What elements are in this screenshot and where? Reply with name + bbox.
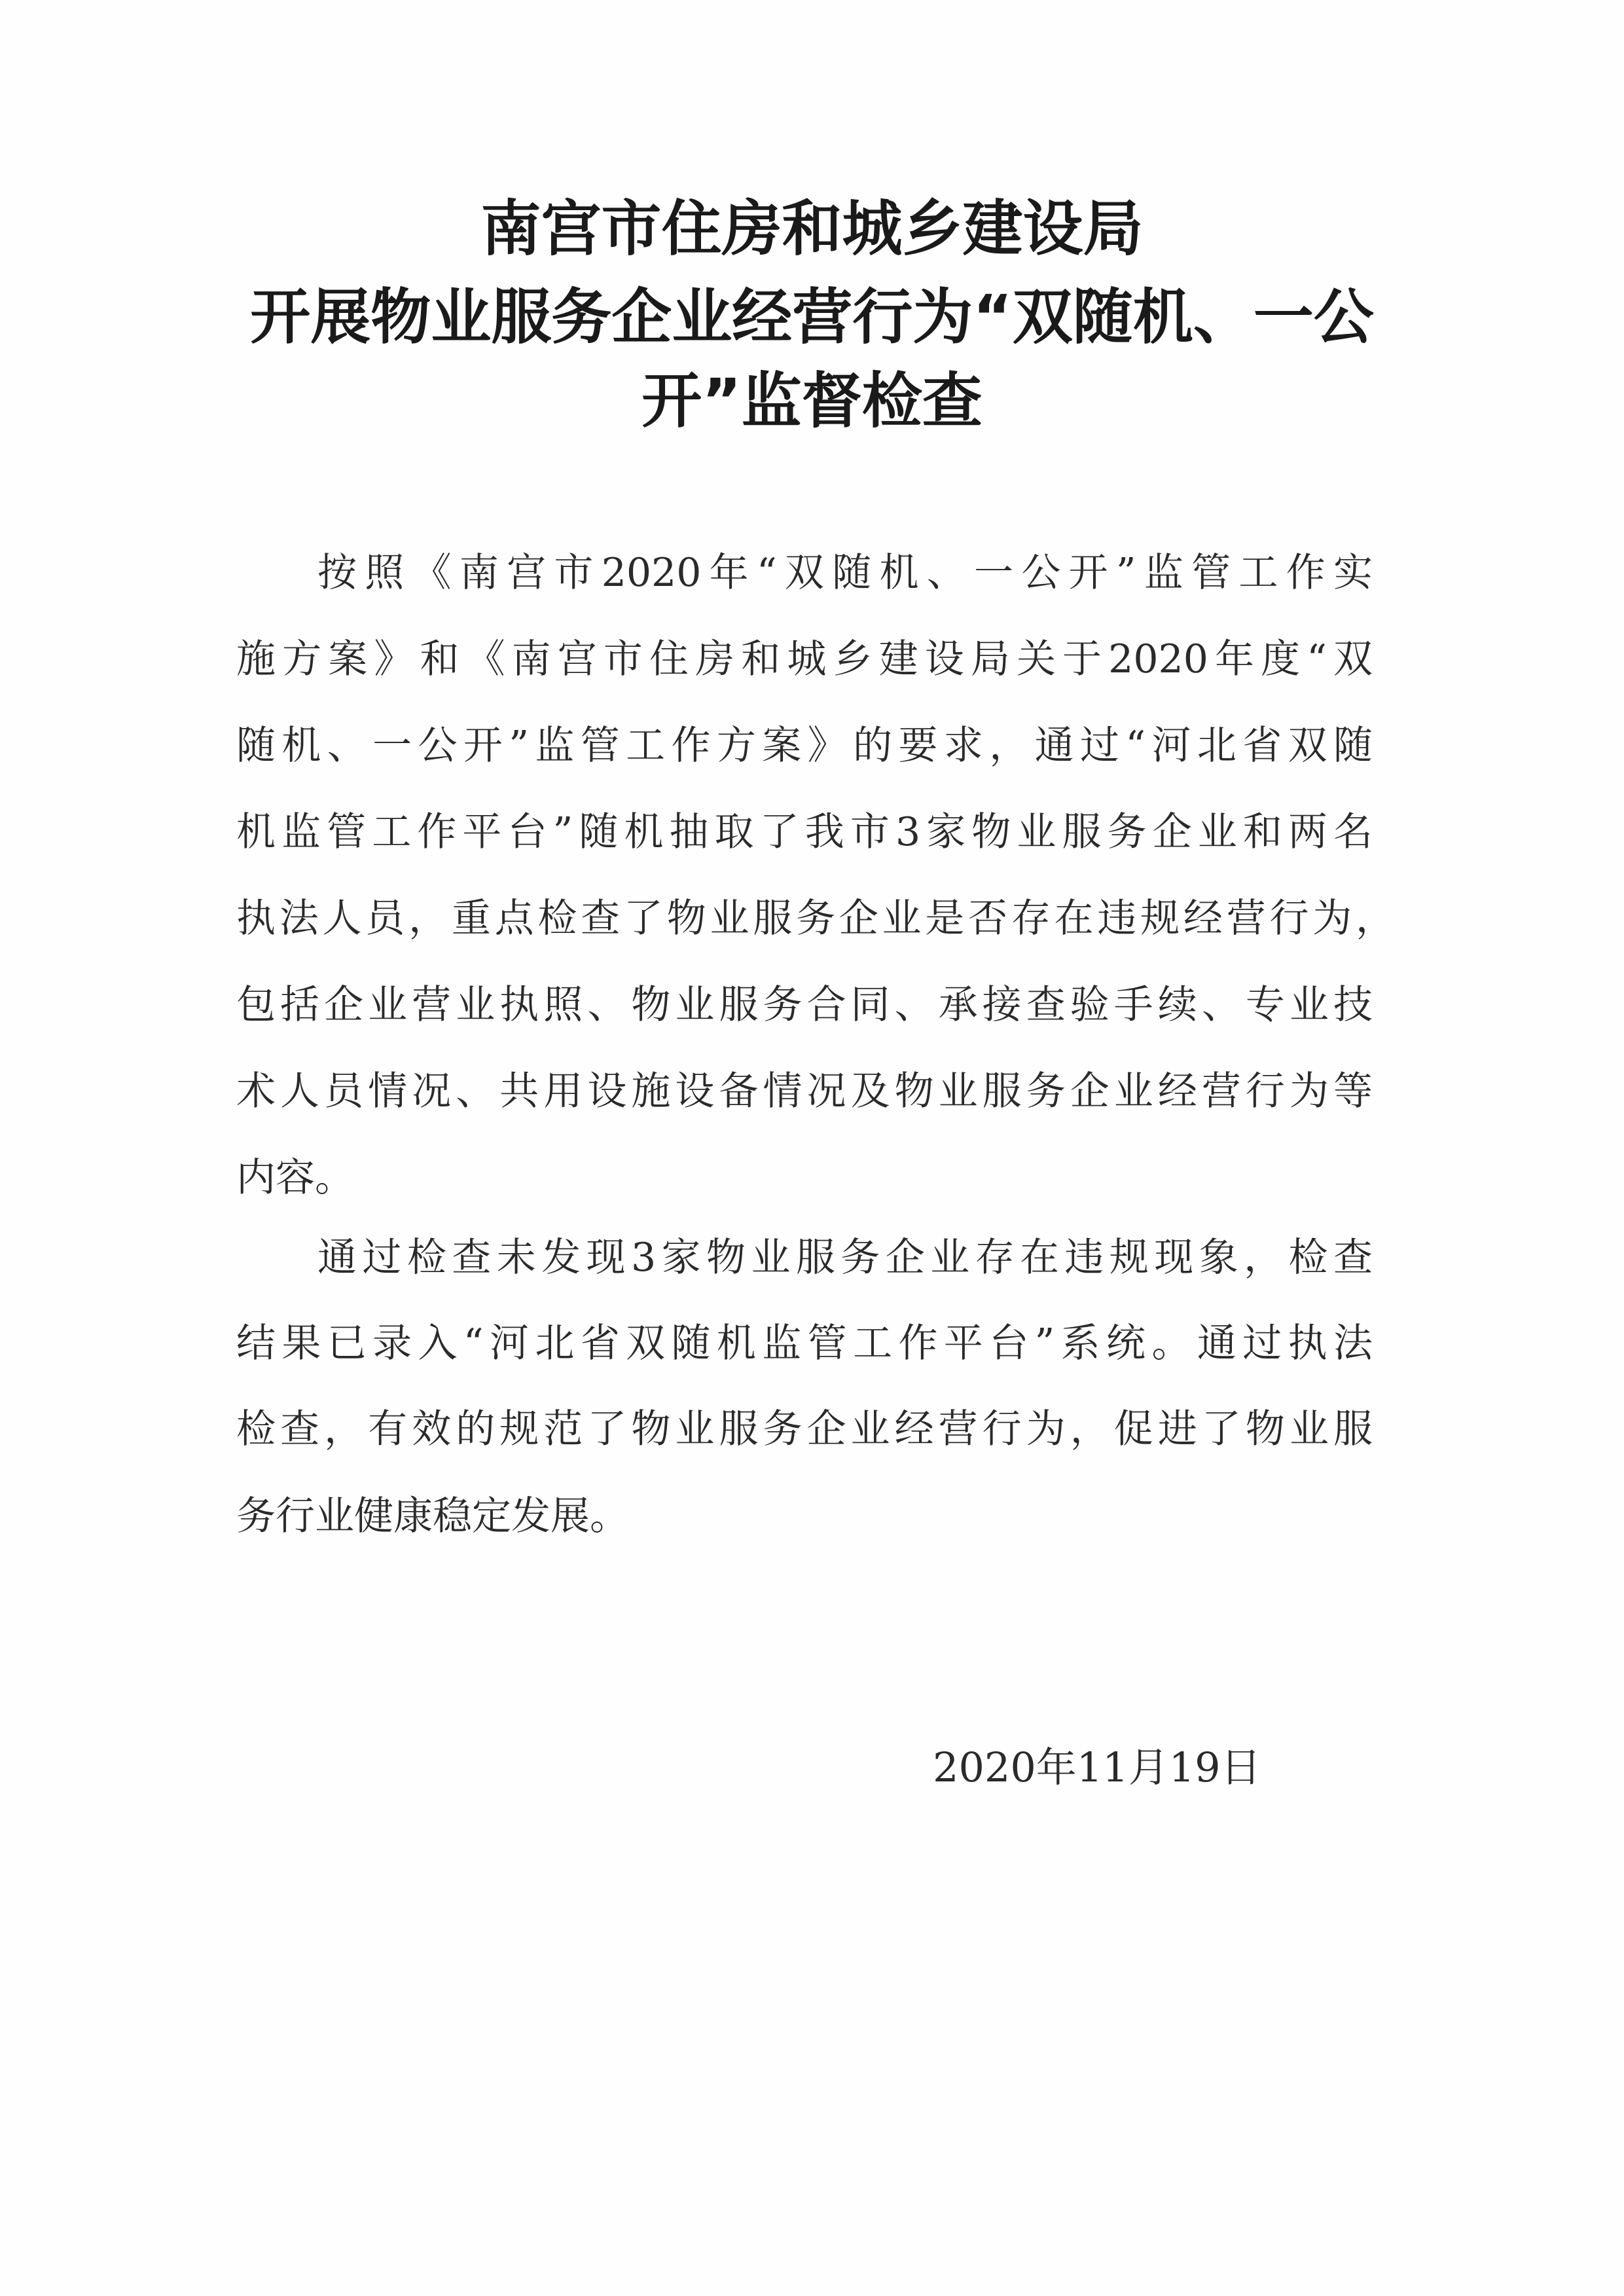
document-date: 2020年11月19日 <box>933 1743 1261 1791</box>
paragraph-line: 内容。 <box>236 1155 354 1201</box>
title-line-3: 开”监督检查 <box>641 366 983 436</box>
title-line-1: 南宫市住房和城乡建设局 <box>480 194 1144 264</box>
paragraph-line: 术人员情况、共用设施设备情况及物业服务企业经营行为等 <box>236 1068 1373 1114</box>
paragraph-line: 检查，有效的规范了物业服务企业经营行为，促进了物业服 <box>236 1406 1373 1452</box>
paragraph-line: 施方案》和《南宫市住房和城乡建设局关于2020年度“双 <box>236 636 1373 682</box>
paragraph-line: 结果已录入“河北省双随机监管工作平台”系统。通过执法 <box>236 1321 1373 1366</box>
title-line-2: 开展物业服务企业经营行为“双随机、一公 <box>250 282 1374 352</box>
paragraph-line: 通过检查未发现3家物业服务企业存在违规现象，检查 <box>317 1235 1373 1281</box>
paragraph-line: 执法人员，重点检查了物业服务企业是否存在违规经营行为， <box>236 896 1395 941</box>
paragraph-line: 随机、一公开”监管工作方案》的要求，通过“河北省双随 <box>236 723 1373 769</box>
paragraph-line: 按照《南宫市2020年“双随机、一公开”监管工作实 <box>317 550 1373 596</box>
paragraph-line: 务行业健康稳定发展。 <box>236 1493 629 1539</box>
paragraph-line: 包括企业营业执照、物业服务合同、承接查验手续、专业技 <box>236 982 1373 1028</box>
paragraph-line: 机监管工作平台”随机抽取了我市3家物业服务企业和两名 <box>236 809 1373 855</box>
